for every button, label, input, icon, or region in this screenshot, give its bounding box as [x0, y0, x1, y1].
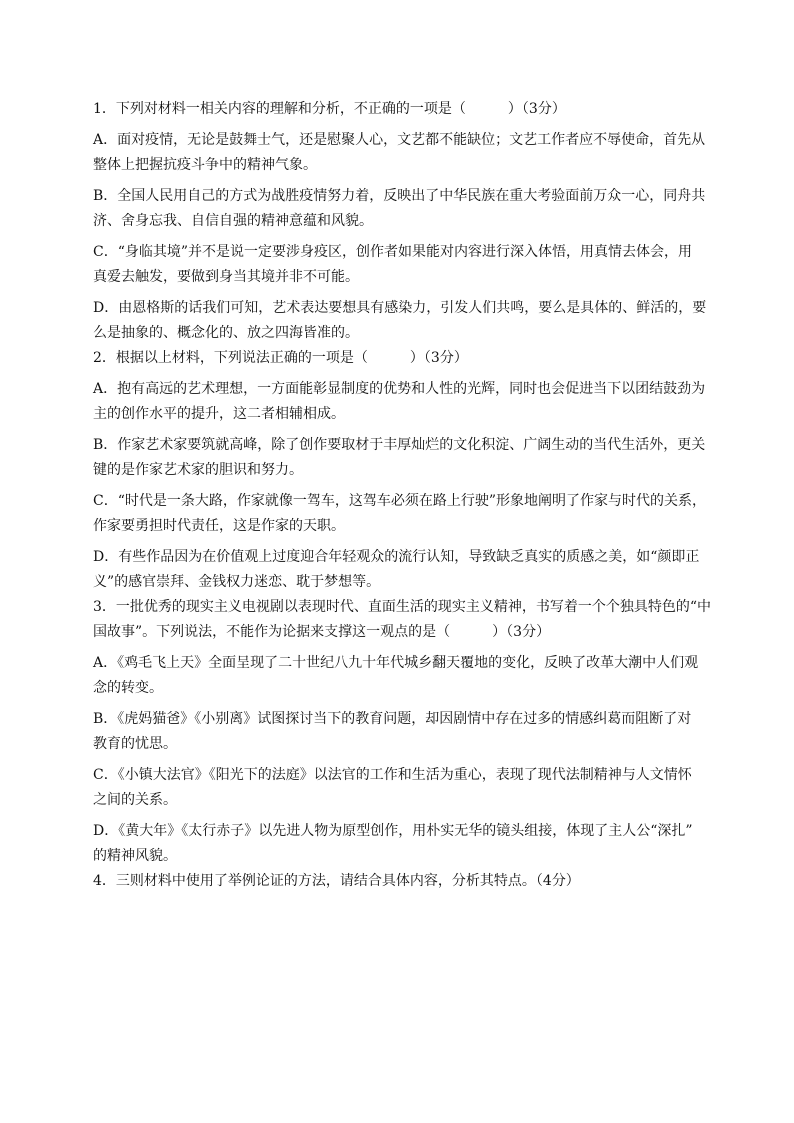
question-stem-line: 国故事”。下列说法，不能作为论据来支撑这一观点的是（ ）（3分） — [93, 624, 551, 640]
option-line: 之间的关系。 — [93, 792, 177, 808]
option-line: B．作家艺术家要筑就高峰，除了创作要取材于丰厚灿烂的文化积淀、广阔生动的当代生活外，更关 — [93, 437, 706, 453]
option-b — [93, 433, 705, 483]
option-line: 的精神风貌。 — [93, 848, 177, 864]
option-line: A．抱有高远的艺术理想，一方面能彰显制度的优势和人性的光辉，同时也会促进当下以团结鼓劲为 — [93, 381, 706, 397]
option-b — [93, 707, 705, 757]
option-line: C．“时代是一条大路，作家就像一驾车，这驾车必须在路上行驶”形象地阐明了作家与时代的关系， — [93, 493, 707, 509]
option-a — [93, 128, 705, 178]
option-d — [93, 819, 705, 869]
option-line: 教育的忧思。 — [93, 736, 177, 752]
option-line: D．由恩格斯的话我们可知，艺术表达要想具有感染力，引发人们共鸣，要么是具体的、鲜活的，要 — [93, 300, 707, 316]
option-line: C．《小镇大法官》《阳光下的法庭》以法官的工作和生活为重心，表现了现代法制精神与人文情怀 — [93, 767, 692, 783]
option-line: D．有些作品因为在价值观上过度迎合年轻观众的流行认知，导致缺乏真实的质感之美，如“颜即正 — [93, 549, 700, 565]
option-a — [93, 377, 705, 427]
question-stem: 4．三则材料中使用了举例论证的方法，请结合具体内容，分析其特点。（4分） — [93, 873, 580, 889]
question-stem: 1．下列对材料一相关内容的理解和分析，不正确的一项是（ ）（3分） — [93, 101, 566, 117]
question-stem-line: 3．一批优秀的现实主义电视剧以表现时代、直面生活的现实主义精神，书写着一个个独具特色的“中 — [93, 599, 712, 615]
option-c — [93, 763, 705, 813]
option-line: 念的转变。 — [93, 680, 163, 696]
question-2 — [93, 346, 705, 595]
option-c — [93, 489, 705, 539]
exam-page — [93, 97, 712, 894]
option-line: 济、舍身忘我、自信自强的精神意蕴和风貌。 — [93, 213, 373, 229]
option-line: A．《鸡毛飞上天》全面呈现了二十世纪八九十年代城乡翻天覆地的变化，反映了改革大潮中人们观 — [93, 655, 699, 671]
option-d — [93, 296, 705, 346]
option-line: B．《虎妈猫爸》《小别离》试图探讨当下的教育问题，却因剧情中存在过多的情感纠葛而阻断了对 — [93, 711, 692, 727]
option-c — [93, 240, 705, 290]
option-line: 义”的感官崇拜、金钱权力迷恋、耽于梦想等。 — [93, 574, 381, 590]
option-line: 键的是作家艺术家的胆识和努力。 — [93, 462, 303, 478]
option-d — [93, 545, 705, 595]
question-stem — [93, 595, 712, 645]
option-line: A．面对疫情，无论是鼓舞士气，还是慰聚人心，文艺都不能缺位；文艺工作者应不辱使命，首先从 — [93, 132, 706, 148]
option-line: D．《黄大年》《太行赤子》以先进人物为原型创作，用朴实无华的镜头组接，体现了主人公“深扎” — [93, 823, 693, 839]
option-b — [93, 184, 705, 234]
option-line: 整体上把握抗疫斗争中的精神气象。 — [93, 157, 317, 173]
option-line: 真爱去触发，要做到身当其境并非不可能。 — [93, 269, 359, 285]
option-line: 作家要勇担时代责任，这是作家的天职。 — [93, 518, 345, 534]
option-line: C．“身临其境”并不是说一定要涉身疫区，创作者如果能对内容进行深入体悟，用真情去体会，用 — [93, 244, 693, 260]
question-3 — [93, 595, 712, 869]
option-a — [93, 651, 705, 701]
option-line: 么是抽象的、概念化的、放之四海皆准的。 — [93, 325, 359, 341]
question-1 — [93, 97, 705, 346]
option-line: B．全国人民用自己的方式为战胜疫情努力着，反映出了中华民族在重大考验面前万众一心，同舟共 — [93, 188, 706, 204]
question-4 — [93, 869, 705, 894]
question-stem: 2．根据以上材料，下列说法正确的一项是（ ）（3分） — [93, 350, 468, 366]
option-line: 主的创作水平的提升，这二者相辅相成。 — [93, 406, 345, 422]
